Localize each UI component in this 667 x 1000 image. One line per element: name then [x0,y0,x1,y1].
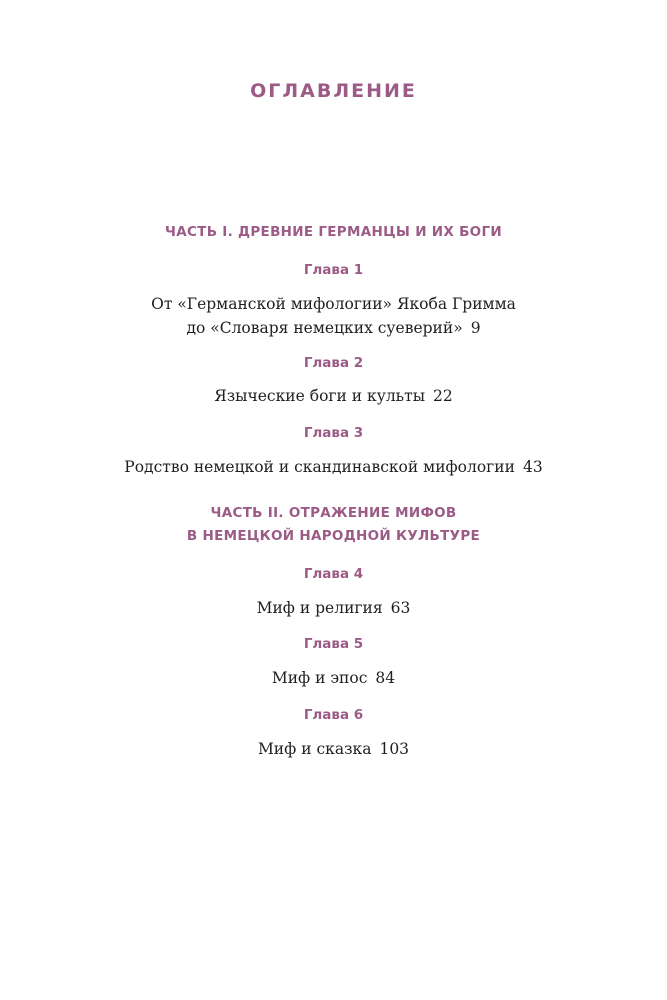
page-number: 9 [470,319,481,337]
chapter-title-text: до «Словаря немецких суеверий» [186,319,463,337]
chapter-title-line [0,666,667,690]
part-title-line: ЧАСТЬ I. ДРЕВНИЕ ГЕРМАНЦЫ И ИХ БОГИ [165,224,502,240]
chapter-title-line [0,316,667,340]
chapter-title-text: Родство немецкой и скандинавской мифологии [124,458,515,476]
chapter-title-text: Языческие боги и культы [214,387,426,405]
chapter-3 [0,423,667,443]
chapter-title-line: От «Германской мифологии» Якоба Гримма [151,295,516,313]
page-number: 22 [433,387,453,405]
chapter-4 [0,564,667,584]
part-title-line: В НЕМЕЦКОЙ НАРОДНОЙ КУЛЬТУРЕ [186,528,481,544]
chapter-5 [0,634,667,654]
chapter-label: Глава 6 [303,707,364,723]
chapter-label: Глава 5 [303,636,364,652]
part-1-heading [0,221,667,244]
part-2-heading [0,502,667,548]
page-number: 84 [375,669,396,687]
part-title-line: ЧАСТЬ II. ОТРАЖЕНИЕ МИФОВ [210,505,457,521]
chapter-2-entry [0,384,667,408]
page-number: 43 [522,458,543,476]
page-number: 103 [379,740,410,758]
chapter-1 [0,260,667,280]
chapter-label: Глава 3 [303,425,364,441]
chapter-label: Глава 4 [303,566,364,582]
chapter-title-text: Миф и эпос [271,669,368,687]
chapter-3-entry [0,455,667,479]
chapter-5-entry [0,666,667,690]
chapter-title-line [0,384,667,408]
chapter-2 [0,353,667,373]
chapter-title-text: Миф и сказка [257,740,372,758]
chapter-label: Глава 1 [303,262,364,278]
chapter-1-entry [0,292,667,340]
chapter-title-line [0,737,667,761]
page-number: 63 [390,599,411,617]
chapter-label: Глава 2 [303,355,364,371]
chapter-title-line [0,596,667,620]
chapter-title-text: Миф и религия [256,599,383,617]
chapter-title-line [0,455,667,479]
chapter-4-entry [0,596,667,620]
chapter-6-entry [0,737,667,761]
toc-title: ОГЛАВЛЕНИЕ [250,80,417,102]
chapter-6 [0,705,667,725]
